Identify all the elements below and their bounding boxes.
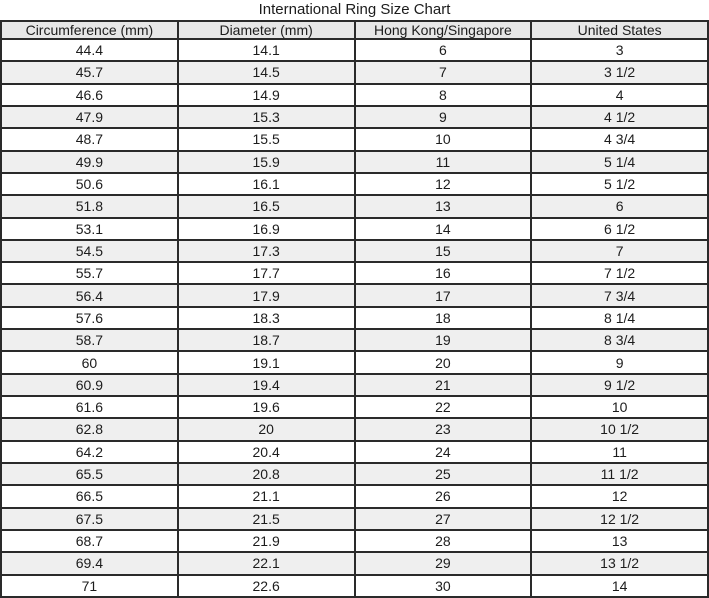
cell: 45.7 [1, 61, 178, 83]
cell: 16 [355, 262, 532, 284]
column-header-hongkong-singapore: Hong Kong/Singapore [355, 21, 532, 39]
cell: 18 [355, 307, 532, 329]
cell: 13 [355, 195, 532, 217]
cell: 19.1 [178, 351, 355, 373]
cell: 6 [531, 195, 708, 217]
cell: 22 [355, 396, 532, 418]
cell: 54.5 [1, 240, 178, 262]
table-row [1, 218, 708, 240]
table-body [1, 39, 708, 597]
cell: 65.5 [1, 463, 178, 485]
table-row [1, 418, 708, 440]
cell: 8 3/4 [531, 329, 708, 351]
cell: 60.9 [1, 374, 178, 396]
table-row [1, 552, 708, 574]
cell: 15.3 [178, 106, 355, 128]
cell: 13 [531, 530, 708, 552]
table-row [1, 61, 708, 83]
cell: 68.7 [1, 530, 178, 552]
cell: 20 [178, 418, 355, 440]
cell: 56.4 [1, 284, 178, 306]
cell: 3 1/2 [531, 61, 708, 83]
cell: 15 [355, 240, 532, 262]
cell: 7 [355, 61, 532, 83]
cell: 11 [355, 151, 532, 173]
cell: 7 [531, 240, 708, 262]
table-row [1, 374, 708, 396]
cell: 22.6 [178, 575, 355, 598]
cell: 10 1/2 [531, 418, 708, 440]
cell: 28 [355, 530, 532, 552]
cell: 15.9 [178, 151, 355, 173]
table-row [1, 485, 708, 507]
cell: 11 [531, 441, 708, 463]
table-row [1, 39, 708, 61]
cell: 19.6 [178, 396, 355, 418]
cell: 16.9 [178, 218, 355, 240]
cell: 17.9 [178, 284, 355, 306]
cell: 4 3/4 [531, 128, 708, 150]
cell: 53.1 [1, 218, 178, 240]
cell: 22.1 [178, 552, 355, 574]
cell: 9 1/2 [531, 374, 708, 396]
cell: 17 [355, 284, 532, 306]
table-header [1, 21, 708, 39]
cell: 20.4 [178, 441, 355, 463]
table-row [1, 106, 708, 128]
cell: 14 [531, 575, 708, 598]
table-row [1, 195, 708, 217]
cell: 69.4 [1, 552, 178, 574]
column-header-united-states: United States [531, 21, 708, 39]
cell: 9 [355, 106, 532, 128]
cell: 15.5 [178, 128, 355, 150]
cell: 10 [531, 396, 708, 418]
cell: 9 [531, 351, 708, 373]
cell: 67.5 [1, 508, 178, 530]
cell: 47.9 [1, 106, 178, 128]
page-title: International Ring Size Chart [258, 1, 451, 18]
table-row [1, 329, 708, 351]
cell: 4 1/2 [531, 106, 708, 128]
table-row [1, 173, 708, 195]
table-row [1, 530, 708, 552]
cell: 14 [355, 218, 532, 240]
cell: 48.7 [1, 128, 178, 150]
cell: 25 [355, 463, 532, 485]
cell: 8 [355, 84, 532, 106]
cell: 27 [355, 508, 532, 530]
table-row [1, 128, 708, 150]
cell: 24 [355, 441, 532, 463]
column-header-diameter: Diameter (mm) [178, 21, 355, 39]
cell: 55.7 [1, 262, 178, 284]
cell: 16.5 [178, 195, 355, 217]
cell: 7 3/4 [531, 284, 708, 306]
table-row [1, 508, 708, 530]
cell: 20 [355, 351, 532, 373]
cell: 49.9 [1, 151, 178, 173]
cell: 21 [355, 374, 532, 396]
cell: 21.9 [178, 530, 355, 552]
cell: 8 1/4 [531, 307, 708, 329]
table-row [1, 307, 708, 329]
cell: 19 [355, 329, 532, 351]
cell: 5 1/4 [531, 151, 708, 173]
cell: 3 [531, 39, 708, 61]
cell: 14.1 [178, 39, 355, 61]
cell: 6 [355, 39, 532, 61]
cell: 44.4 [1, 39, 178, 61]
cell: 20.8 [178, 463, 355, 485]
table-row [1, 351, 708, 373]
cell: 11 1/2 [531, 463, 708, 485]
cell: 13 1/2 [531, 552, 708, 574]
cell: 71 [1, 575, 178, 598]
ring-size-table [0, 20, 709, 598]
cell: 16.1 [178, 173, 355, 195]
table-row [1, 84, 708, 106]
cell: 64.2 [1, 441, 178, 463]
cell: 6 1/2 [531, 218, 708, 240]
cell: 14.5 [178, 61, 355, 83]
cell: 61.6 [1, 396, 178, 418]
cell: 4 [531, 84, 708, 106]
cell: 23 [355, 418, 532, 440]
table-header-row [1, 21, 708, 39]
table-row [1, 240, 708, 262]
cell: 57.6 [1, 307, 178, 329]
cell: 30 [355, 575, 532, 598]
cell: 5 1/2 [531, 173, 708, 195]
table-row [1, 262, 708, 284]
cell: 60 [1, 351, 178, 373]
table-row [1, 463, 708, 485]
cell: 17.7 [178, 262, 355, 284]
cell: 58.7 [1, 329, 178, 351]
table-row [1, 284, 708, 306]
table-row [1, 441, 708, 463]
cell: 7 1/2 [531, 262, 708, 284]
table-row [1, 396, 708, 418]
cell: 12 [355, 173, 532, 195]
cell: 26 [355, 485, 532, 507]
cell: 14.9 [178, 84, 355, 106]
cell: 21.5 [178, 508, 355, 530]
cell: 21.1 [178, 485, 355, 507]
column-header-circumference: Circumference (mm) [1, 21, 178, 39]
cell: 17.3 [178, 240, 355, 262]
table-row [1, 575, 708, 598]
cell: 10 [355, 128, 532, 150]
cell: 18.7 [178, 329, 355, 351]
cell: 12 1/2 [531, 508, 708, 530]
cell: 19.4 [178, 374, 355, 396]
cell: 12 [531, 485, 708, 507]
cell: 51.8 [1, 195, 178, 217]
cell: 46.6 [1, 84, 178, 106]
cell: 66.5 [1, 485, 178, 507]
cell: 50.6 [1, 173, 178, 195]
cell: 29 [355, 552, 532, 574]
cell: 18.3 [178, 307, 355, 329]
table-row [1, 151, 708, 173]
cell: 62.8 [1, 418, 178, 440]
